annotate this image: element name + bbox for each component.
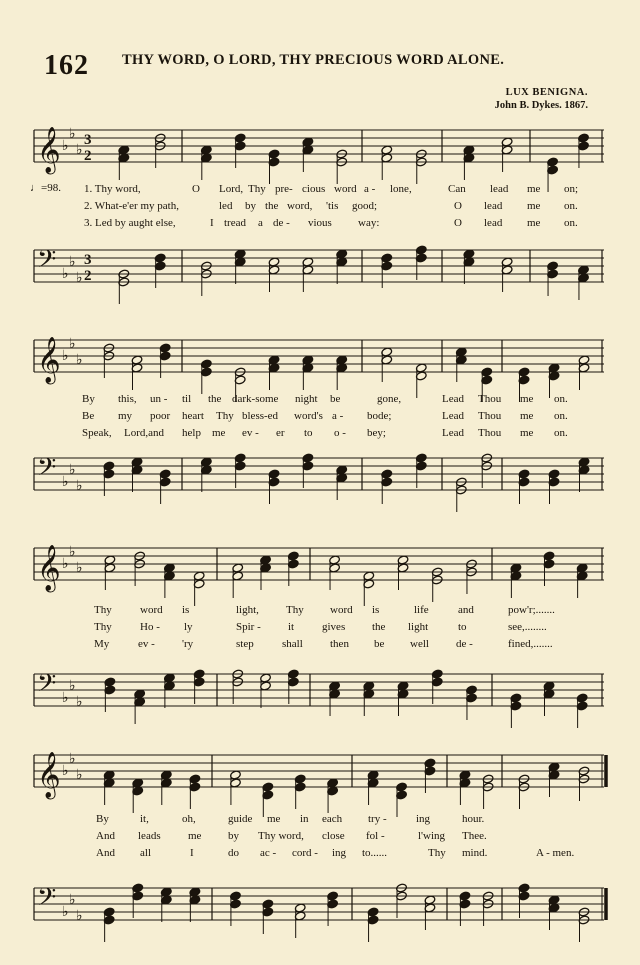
bass-clef-icon: 𝄢	[37, 883, 57, 918]
flat-icon: ♭	[76, 142, 83, 158]
flat-icon: ♭	[76, 694, 83, 710]
treble-staff	[32, 745, 607, 805]
time-signature-bottom: 2	[84, 148, 92, 164]
flat-icon: ♭	[62, 266, 69, 282]
flat-icon: ♭	[76, 478, 83, 494]
flat-icon: ♭	[76, 352, 83, 368]
verse-2-lyrics: Thy Ho - ly Spir - it gives the light to see,........	[94, 621, 547, 633]
flat-icon: ♭	[76, 270, 83, 286]
treble-staff	[32, 538, 607, 598]
bass-clef-icon: 𝄢	[37, 669, 57, 704]
treble-clef-icon: 𝄞	[37, 127, 61, 173]
flat-icon: ♭	[62, 904, 69, 920]
time-signature-top: 3	[84, 132, 92, 148]
flat-icon: ♭	[69, 892, 76, 908]
treble-staff	[32, 120, 607, 180]
flat-icon: ♭	[76, 560, 83, 576]
bass-clef-icon: 𝄢	[37, 245, 57, 280]
bass-clef-icon: 𝄢	[37, 453, 57, 488]
flat-icon: ♭	[69, 254, 76, 270]
verse-1-lyrics: 1. Thy word, O Lord, Thy pre- cious word a - lone, Can lead me on;	[84, 183, 579, 195]
flat-icon: ♭	[76, 767, 83, 783]
flat-icon: ♭	[69, 336, 76, 352]
flat-icon: ♭	[62, 763, 69, 779]
treble-staff	[32, 330, 607, 390]
flat-icon: ♭	[62, 556, 69, 572]
hymn-number: 162	[44, 50, 89, 81]
hymn-title: THY WORD, O LORD, THY PRECIOUS WORD ALONE.	[122, 52, 505, 68]
flat-icon: ♭	[76, 908, 83, 924]
treble-clef-icon: 𝄞	[37, 752, 61, 798]
flat-icon: ♭	[69, 751, 76, 767]
bass-staff	[32, 240, 607, 300]
music-system-2	[32, 330, 607, 510]
verse-2-lyrics: And leads me by Thy word, close fol - l'wing Thee.	[96, 830, 487, 842]
treble-clef-icon: 𝄞	[37, 545, 61, 591]
time-signature-bottom: 2	[84, 268, 92, 284]
music-system-3	[32, 538, 607, 718]
flat-icon: ♭	[69, 544, 76, 560]
music-system-1	[32, 120, 607, 310]
metronome-mark: ♩=98.	[30, 182, 61, 194]
flat-icon: ♭	[69, 678, 76, 694]
verse-1-lyrics: Thy word is light, Thy word is life and pow'r;.......	[94, 604, 555, 616]
tune-name: LUX BENIGNA.	[505, 87, 588, 98]
flat-icon: ♭	[62, 348, 69, 364]
treble-clef-icon: 𝄞	[37, 337, 61, 383]
verse-1-lyrics: By it, oh, guide me in each try - ing hour.	[96, 813, 485, 825]
verse-3-lyrics: Speak, Lord,and help me ev - er to o - bey; Lead Thou me on.	[82, 427, 568, 439]
bass-staff	[32, 448, 607, 508]
verse-2-lyrics: 2. What-e'er my path, led by the word, 'tis good; O lead me on.	[84, 200, 578, 212]
music-system-4	[32, 745, 607, 945]
verse-3-lyrics: And all I do ac - cord - ing to...... Thy mind. A - men.	[96, 847, 575, 859]
time-signature-top: 3	[84, 252, 92, 268]
verse-3-lyrics: My ev - 'ry step shall then be well de - fined,.......	[94, 638, 553, 650]
bass-staff	[32, 878, 607, 938]
verse-2-lyrics: Be my poor heart Thy bless-ed word's a - bode; Lead Thou me on.	[82, 410, 568, 422]
flat-icon: ♭	[69, 126, 76, 142]
flat-icon: ♭	[62, 690, 69, 706]
bass-staff	[32, 664, 607, 724]
flat-icon: ♭	[69, 462, 76, 478]
composer: John B. Dykes. 1867.	[494, 100, 588, 111]
verse-3-lyrics: 3. Led by aught else, I tread a de - vious way: O lead me on.	[84, 217, 578, 229]
verse-1-lyrics: By this, un - til the dark-some night be gone, Lead Thou me on.	[82, 393, 568, 405]
flat-icon: ♭	[62, 474, 69, 490]
flat-icon: ♭	[62, 138, 69, 154]
